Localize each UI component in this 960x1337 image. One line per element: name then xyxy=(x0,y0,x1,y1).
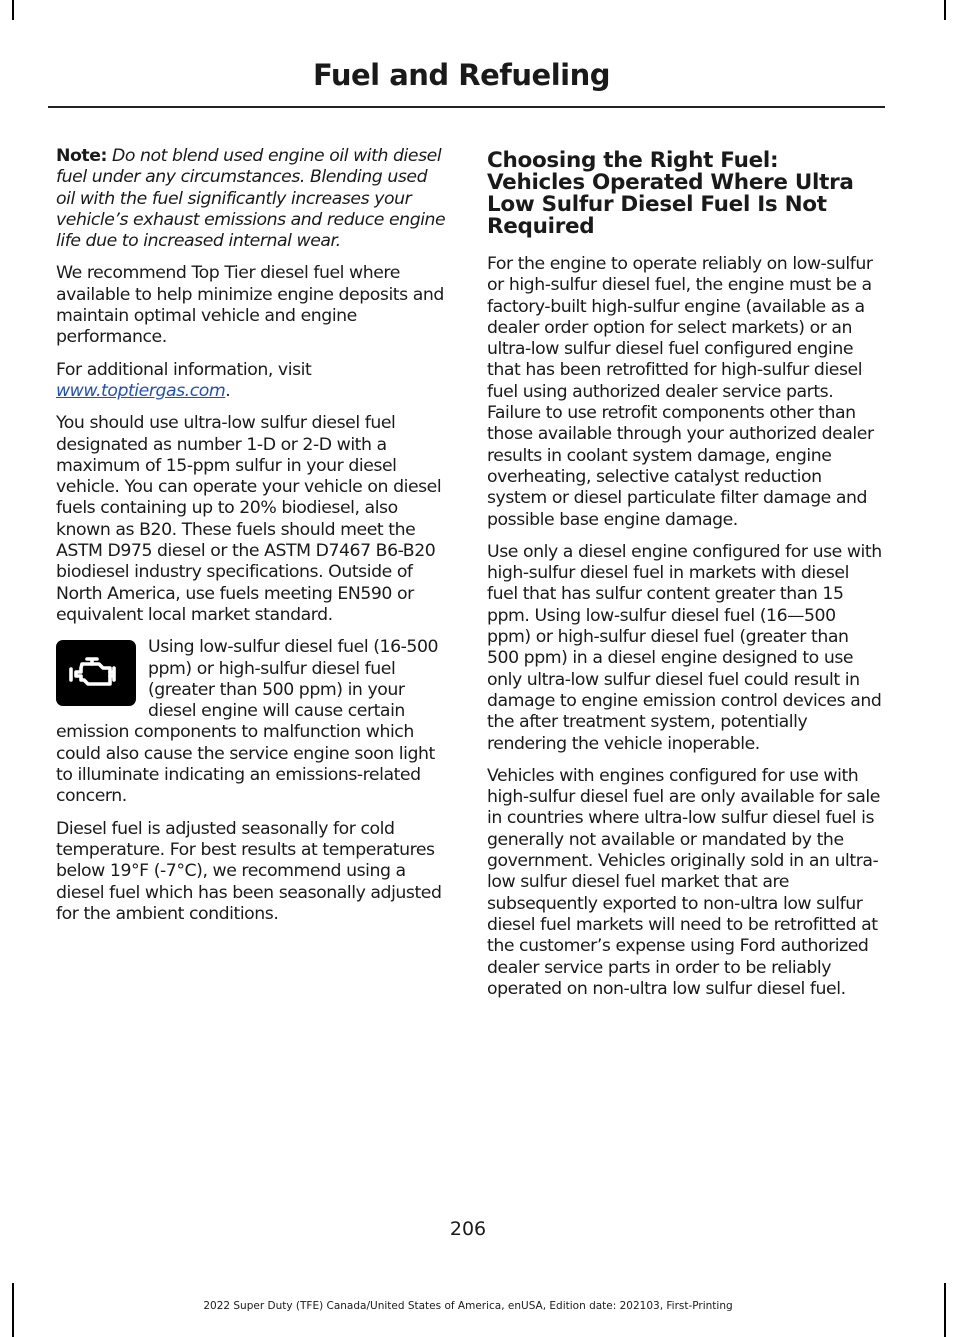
edition-footer: 2022 Super Duty (TFE) Canada/United States of America, enUSA, Edition date: 202103, First-Printing xyxy=(203,1300,733,1312)
additional-info-paragraph xyxy=(56,360,448,403)
page-title: Fuel and Refueling xyxy=(312,58,610,92)
toptiergas-link[interactable]: www.toptiergas.com xyxy=(56,380,226,401)
left-column xyxy=(56,146,448,936)
high-sulfur-engine-paragraph: Use only a diesel engine configured for use with high-sulfur diesel fuel in markets with diesel fuel that has sulfur content greater than 15 ppm. Using low-sulfur diesel fuel (16—500 ppm) or high-sulfur diesel fuel (greater than 500 ppm) in a diesel engine designed to use only ultra-low sulfur diesel fuel could result in damage to engine emission control devices and the after treatment system, potentially rendering the vehicle inoperable. xyxy=(487,541,882,754)
additional-info-text: For additional information, visit xyxy=(56,359,312,380)
crop-mark-top-left xyxy=(12,0,14,20)
header-divider xyxy=(48,106,885,108)
warning-block xyxy=(56,637,448,807)
note-text: Do not blend used engine oil with diesel fuel under any circumstances. Blending used oil with the fuel significantly increases your vehicle’s exhaust emissions and reduce engine life due to increased internal wear. xyxy=(56,146,446,252)
section-heading: Choosing the Right Fuel: Vehicles Operated Where Ultra Low Sulfur Diesel Fuel Is Not Required xyxy=(487,148,854,239)
right-column xyxy=(487,146,882,1011)
page-number: 206 xyxy=(449,1218,487,1240)
seasonal-paragraph: Diesel fuel is adjusted seasonally for cold temperature. For best results at temperatures below 19°F (-7°C), we recommend using a diesel fuel which has been seasonally adjusted for the ambient conditions. xyxy=(56,818,442,924)
crop-mark-top-right xyxy=(944,0,946,20)
check-engine-icon xyxy=(56,640,136,706)
link-suffix: . xyxy=(225,380,231,401)
top-tier-paragraph: We recommend Top Tier diesel fuel where available to help minimize engine deposits and maintain optimal vehicle and engine performance. xyxy=(56,263,444,348)
retrofit-paragraph: For the engine to operate reliably on low-sulfur or high-sulfur diesel fuel, the engine must be a factory-built high-sulfur engine (available as a dealer order option for select markets) or an ultra-low sulfur diesel fuel configured engine that has been retrofitted for high-sulfur diesel fuel using authorized dealer service parts. Failure to use retrofit components other than those available through your authorized dealer results in coolant system damage, engine overheating, selective catalyst reduction system or diesel particulate filter damage and possible base engine damage. xyxy=(487,254,874,530)
export-paragraph: Vehicles with engines configured for use with high-sulfur diesel fuel are only available for sale in countries where ultra-low sulfur diesel fuel is generally not available or mandated by the government. Vehicles originally sold in an ultra-low sulfur diesel fuel market that are subsequently exported to non-ultra low sulfur diesel fuel markets will need to be retrofitted at the customer’s expense using Ford authorized dealer service parts in order to be reliably operated on non-ultra low sulfur diesel fuel. xyxy=(487,765,880,999)
crop-mark-bottom-right xyxy=(944,1283,946,1337)
note-label: Note: xyxy=(56,146,107,166)
note-paragraph xyxy=(56,146,448,252)
warning-paragraph: Using low-sulfur diesel fuel (16-500 ppm) or high-sulfur diesel fuel (greater than 500 ppm) in your diesel engine will cause certain emission components to malfunction which could also cause the service engine soon light to illuminate indicating an emissions-related concern. xyxy=(56,637,439,807)
ultra-low-sulfur-paragraph: You should use ultra-low sulfur diesel fuel designated as number 1-D or 2-D with a maximum of 15-ppm sulfur in your diesel vehicle. You can operate your vehicle on diesel fuels containing up to 20% biodiesel, also known as B20. These fuels should meet the ASTM D975 diesel or the ASTM D7467 B6-B20 biodiesel industry specifications. Outside of North America, use fuels meeting EN590 or equivalent local market standard. xyxy=(56,413,442,625)
